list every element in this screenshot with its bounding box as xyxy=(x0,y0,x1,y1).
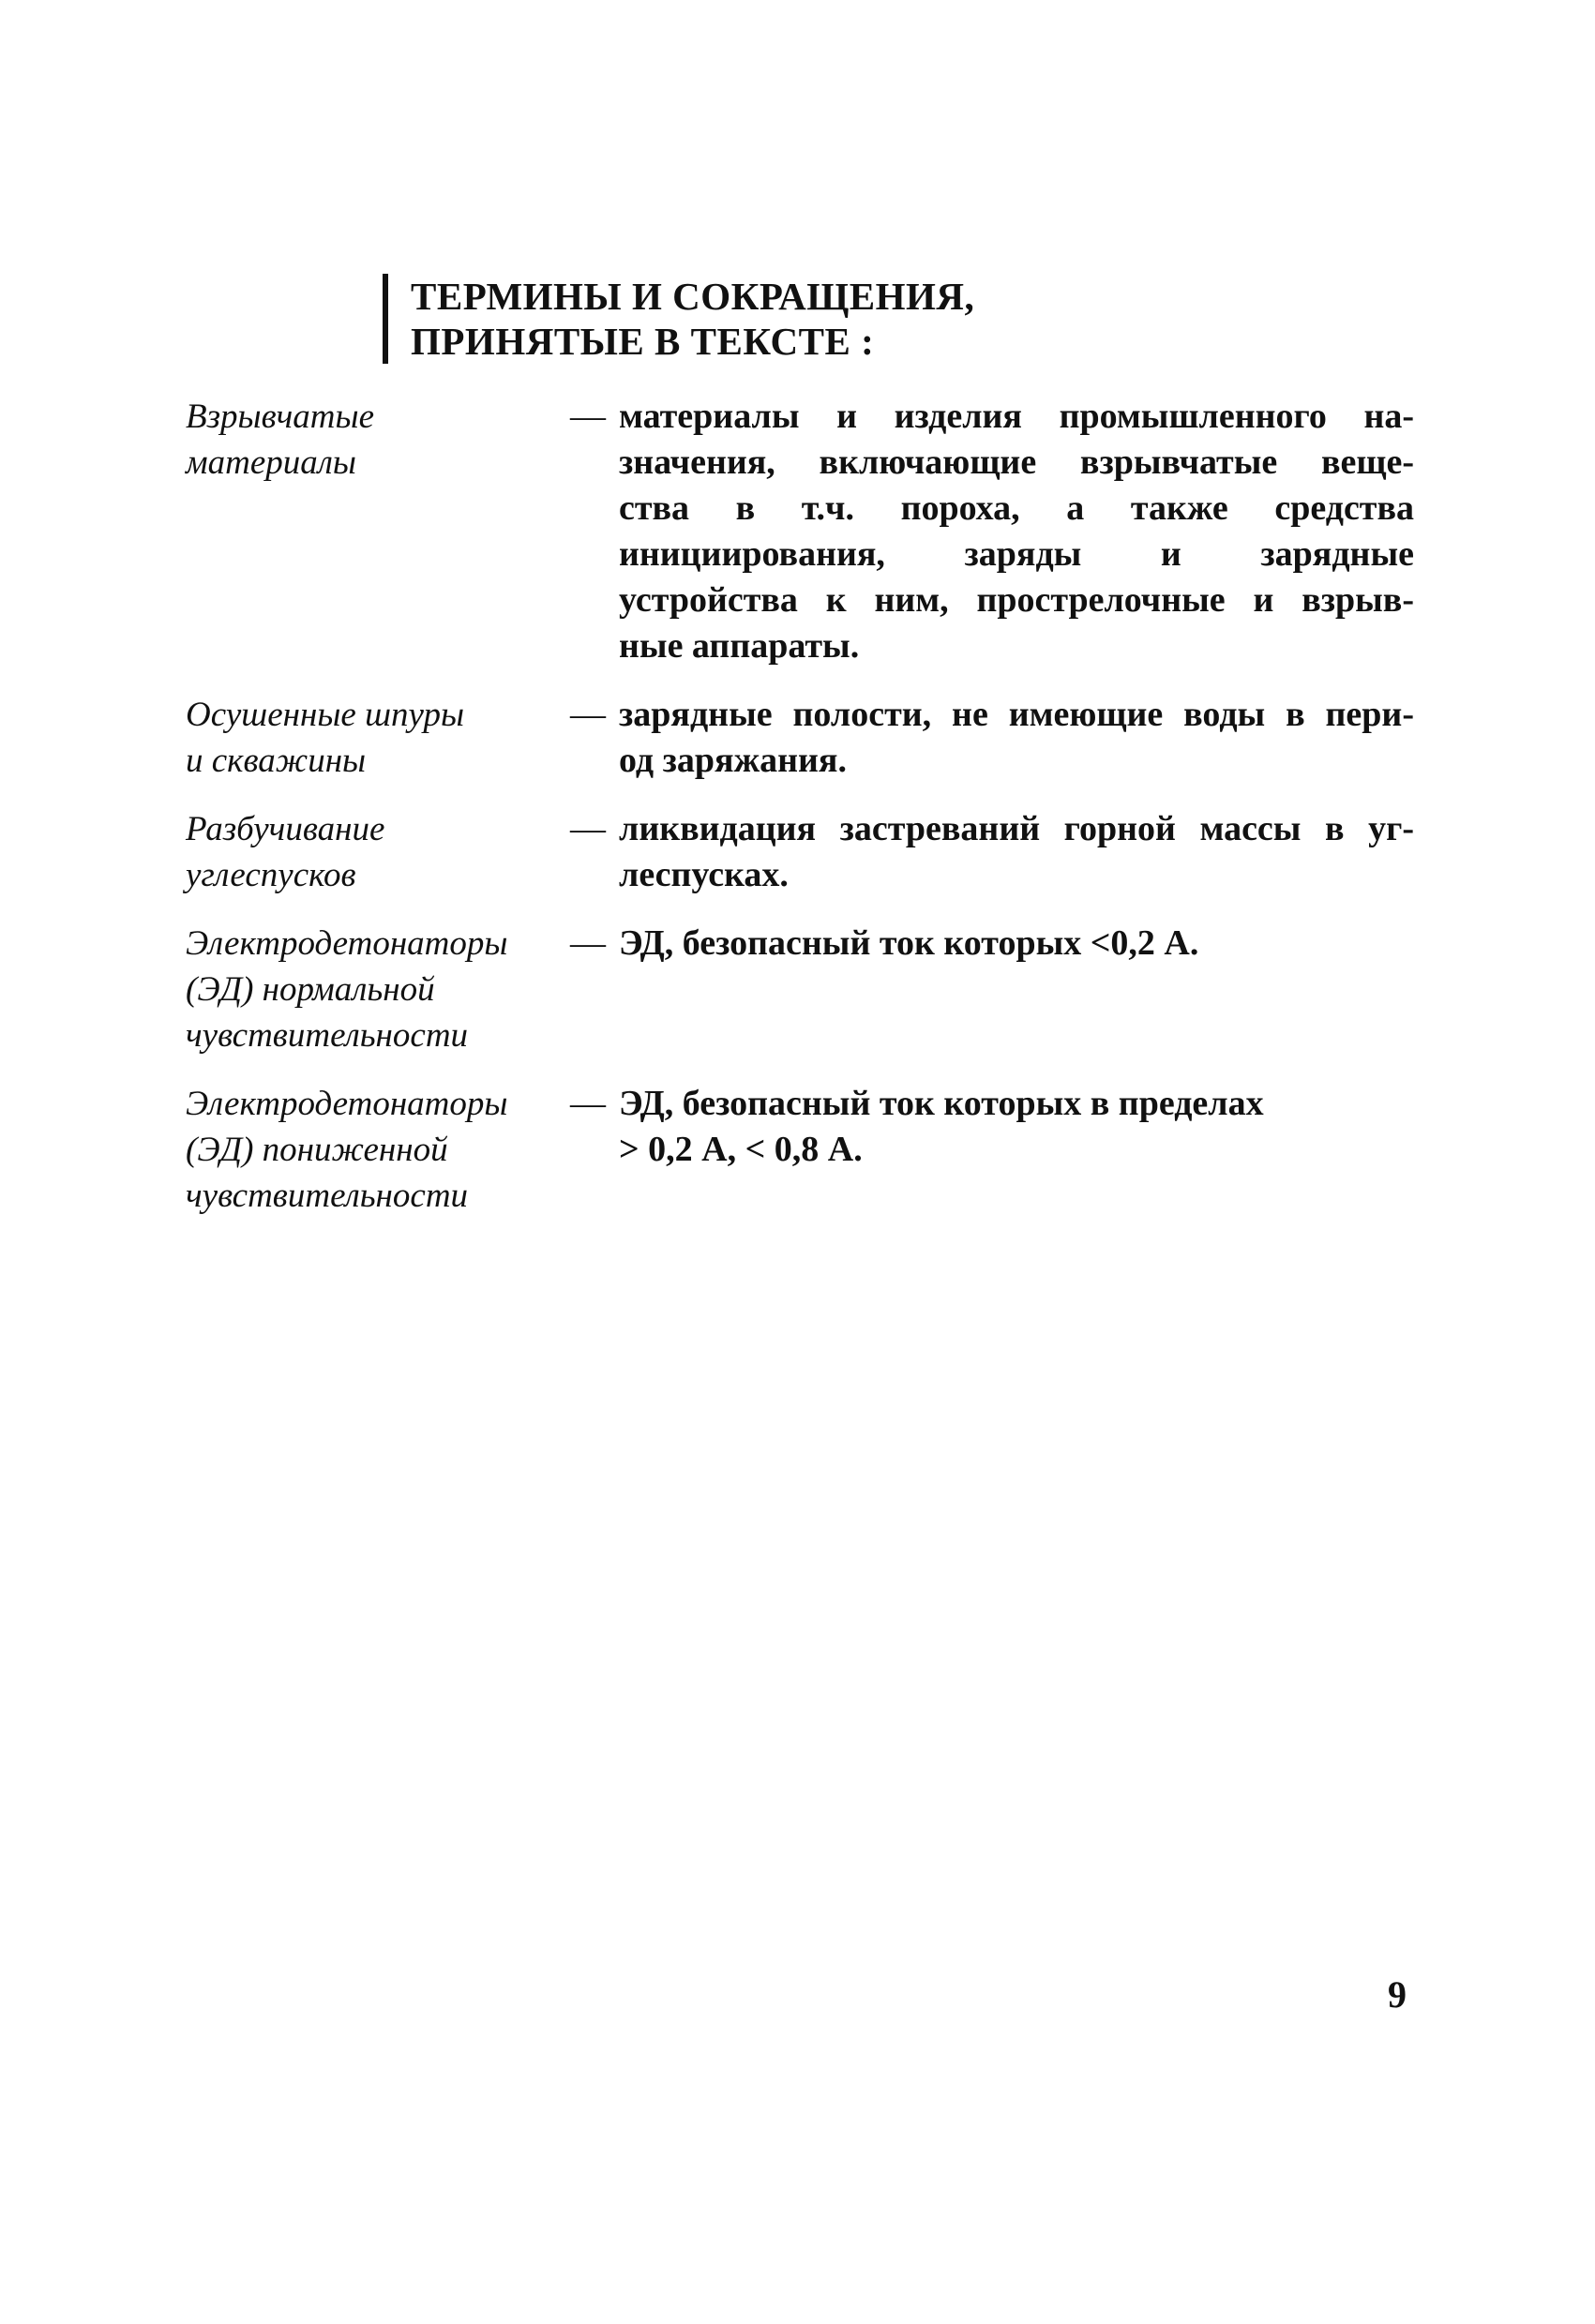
section-title-line-1: ТЕРМИНЫ И СОКРАЩЕНИЯ, xyxy=(411,275,975,318)
term-line: Взрывчатые xyxy=(186,397,375,436)
glossary-list xyxy=(186,394,1414,1241)
glossary-term xyxy=(186,394,570,486)
glossary-definition xyxy=(619,1081,1414,1173)
glossary-definition xyxy=(619,692,1414,784)
definition-line: значения, включающие взрывчатые веще- xyxy=(619,442,1414,482)
dash-separator: — xyxy=(570,1084,606,1123)
definition-line: устройства к ним, прострелочные и взрыв- xyxy=(619,580,1414,620)
term-line: чувствительности xyxy=(186,1177,469,1215)
term-line: Осушенные шпуры xyxy=(186,696,465,734)
term-line: чувствительности xyxy=(186,1016,469,1055)
glossary-entry xyxy=(186,394,1414,669)
term-line: (ЭД) нормальной xyxy=(186,970,435,1009)
glossary-entry xyxy=(186,692,1414,784)
definition-line: од заряжания. xyxy=(619,741,847,780)
term-line: (ЭД) пониженной xyxy=(186,1131,448,1169)
definition-line: ликвидация застреваний горной массы в уг- xyxy=(619,809,1414,848)
glossary-term xyxy=(186,1081,570,1219)
definition-line: ЭД, безопасный ток которых в пределах xyxy=(619,1084,1264,1123)
glossary-entry xyxy=(186,921,1414,1058)
term-line: Электродетонаторы xyxy=(186,924,508,963)
term-line: и скважины xyxy=(186,742,367,780)
glossary-definition xyxy=(619,921,1414,967)
dash-separator: — xyxy=(570,923,606,963)
term-line: материалы xyxy=(186,443,356,482)
term-line: Электродетонаторы xyxy=(186,1085,508,1123)
term-line: Разбучивание xyxy=(186,810,385,848)
glossary-term xyxy=(186,921,570,1058)
definition-line: ства в т.ч. пороха, а также средства xyxy=(619,488,1414,528)
dash-separator: — xyxy=(570,397,606,436)
definition-line: ЭД, безопасный ток которых <0,2 А. xyxy=(619,923,1199,963)
section-title-line-2: ПРИНЯТЫЕ В ТЕКСТЕ : xyxy=(411,320,875,363)
glossary-definition xyxy=(619,806,1414,898)
dash-separator: — xyxy=(570,809,606,848)
glossary-entry xyxy=(186,1081,1414,1219)
glossary-term xyxy=(186,806,570,898)
definition-line: ные аппараты. xyxy=(619,626,860,666)
definition-line: инициирования, заряды и зарядные xyxy=(619,534,1414,574)
definition-line: зарядные полости, не имеющие воды в пери- xyxy=(619,695,1414,734)
section-title xyxy=(383,274,974,364)
definition-line: материалы и изделия промышленного на- xyxy=(619,397,1414,436)
definition-line: леспусках. xyxy=(619,855,789,894)
glossary-entry xyxy=(186,806,1414,898)
glossary-definition xyxy=(619,394,1414,669)
definition-line: > 0,2 А, < 0,8 А. xyxy=(619,1130,863,1169)
dash-separator: — xyxy=(570,695,606,734)
glossary-term xyxy=(186,692,570,784)
page-number: 9 xyxy=(1388,1973,1407,2016)
term-line: углеспусков xyxy=(186,856,356,894)
